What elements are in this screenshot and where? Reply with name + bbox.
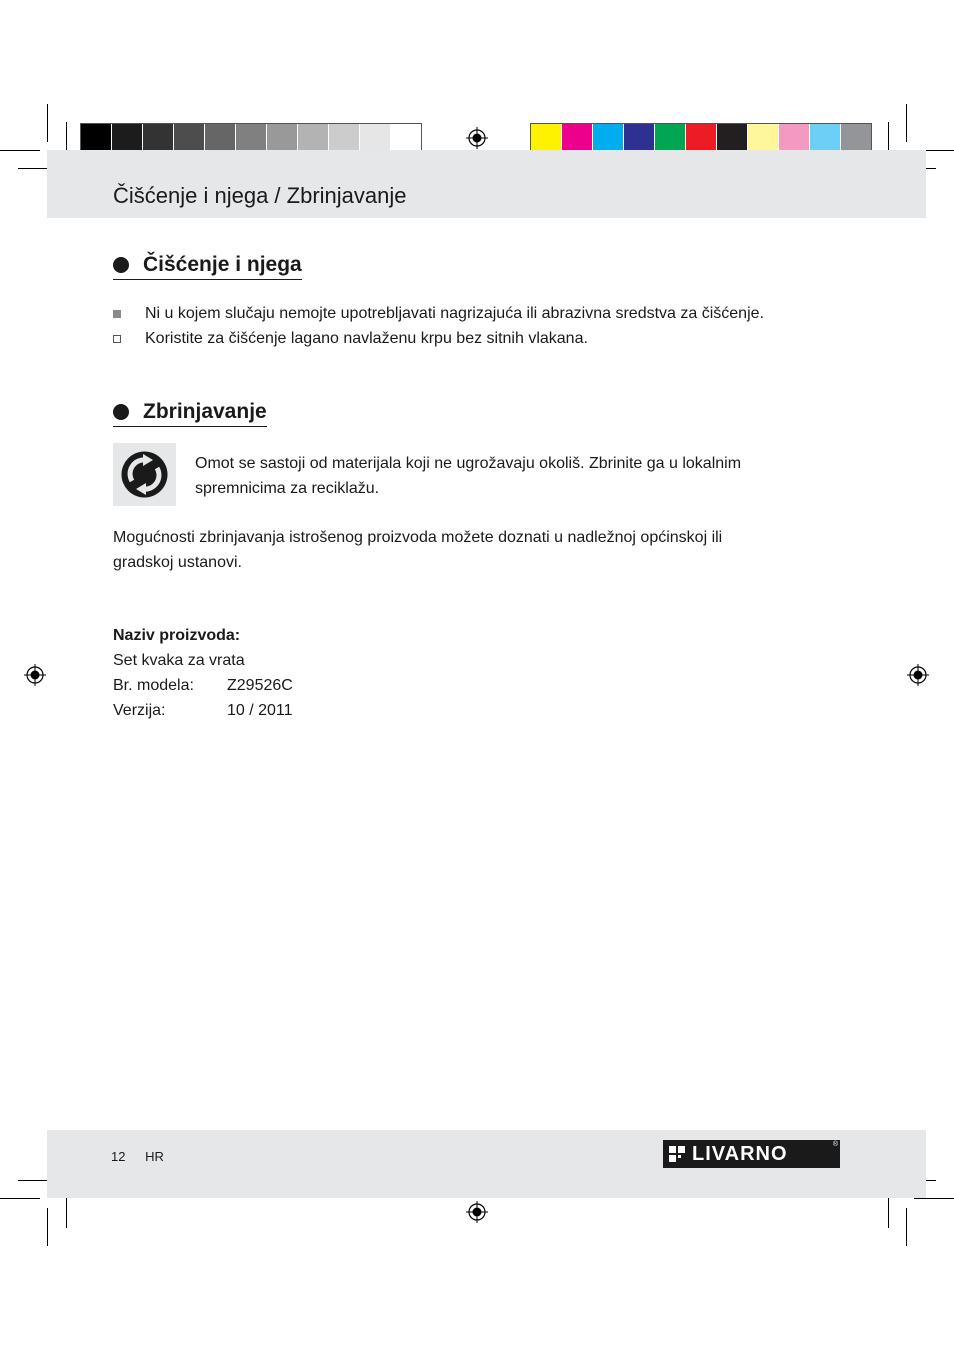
version-row [113,698,293,723]
registration-mark-icon [466,127,488,149]
language-code: HR [145,1149,164,1164]
registration-mark-icon [24,664,46,686]
section-heading-cleaning [113,253,302,280]
section-title: Čišćenje i njega [143,253,302,276]
bullet-dot-icon [113,257,129,273]
section-title: Zbrinjavanje [143,400,267,423]
page-number: 12 [111,1149,126,1164]
product-name: Set kvaka za vrata [113,652,245,669]
bullet-square-icon [113,310,121,318]
crop-mark [0,150,40,151]
crop-mark [906,1208,907,1246]
bullet-square-icon [113,335,121,343]
list-item-text: Ni u kojem slučaju nemojte upotrebljavati nagrizajuća ili abrazivna sredstva za čišćenje. [145,305,764,322]
list-item [113,305,764,323]
list-item [113,330,588,348]
model-label: Br. modela: [113,677,194,694]
logo-text: LIVARNO [692,1142,788,1165]
model-row [113,673,293,698]
text-line: Mogućnosti zbrinjavanja istrošenog proizvoda možete doznati u nadležnoj općinskoj ili [113,529,723,546]
footer-page-info [111,1149,180,1164]
crop-mark [0,1198,40,1199]
crop-mark [47,1208,48,1246]
page-title: Čišćenje i njega / Zbrinjavanje [113,183,407,208]
product-heading: Naziv proizvoda: [113,627,241,644]
text-line: gradskoj ustanovi. [113,554,242,571]
bullet-dot-icon [113,404,129,420]
registered-mark: ® [832,1141,838,1148]
livarno-logo [663,1140,840,1168]
crop-mark [47,104,48,142]
packaging-text [195,451,741,501]
text-line: Omot se sastoji od materijala koji ne ugrožavaju okoliš. Zbrinite ga u lokalnim [195,455,742,472]
registration-mark-icon [907,664,929,686]
registration-mark-icon [466,1201,488,1223]
recycle-symbol-box [113,443,176,506]
recycle-green-dot-icon [113,443,176,506]
crop-mark [906,104,907,142]
model-value: Z29526C [227,677,293,694]
list-item-text: Koristite za čišćenje lagano navlaženu krpu bez sitnih vlakana. [145,330,588,347]
version-value: 10 / 2011 [227,702,293,719]
version-label: Verzija: [113,702,166,719]
crop-mark [914,1198,954,1199]
logo-mark-icon [669,1146,687,1162]
disposal-text [113,525,722,575]
section-heading-disposal [113,400,267,427]
product-info [113,623,293,723]
text-line: spremnicima za reciklažu. [195,480,380,497]
